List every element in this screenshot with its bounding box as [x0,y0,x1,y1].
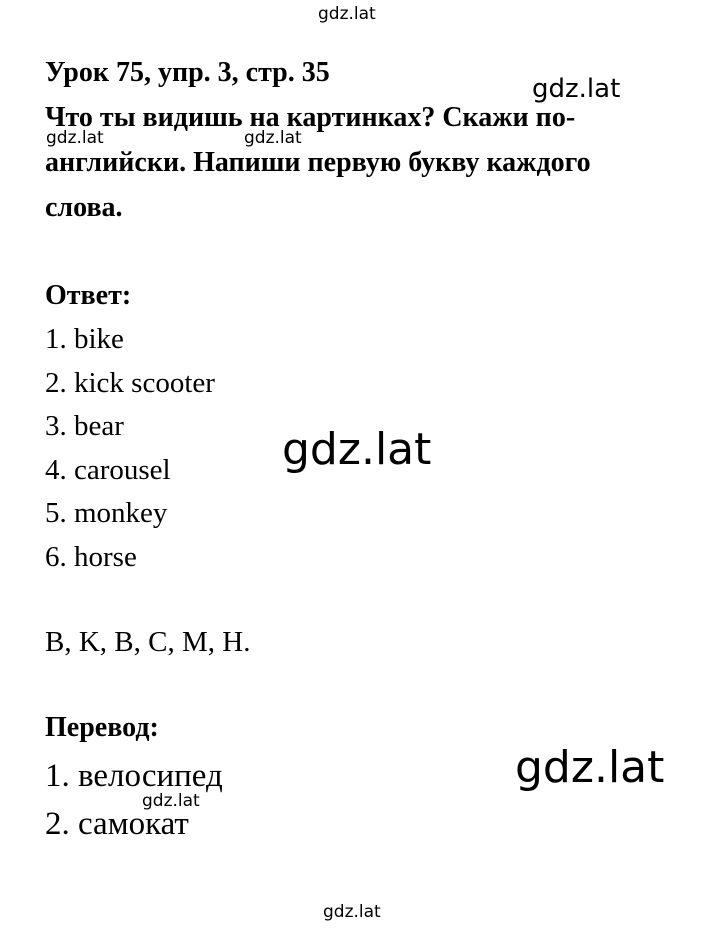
watermark-task-mid: gdz.lat [244,128,302,148]
task-line: слова. [45,192,123,223]
watermark-right: gdz.lat [515,742,665,793]
list-item: 2. kick scooter [45,366,215,399]
list-item: 3. bear [45,410,124,442]
watermark-top: gdz.lat [318,4,376,24]
watermark-task-left: gdz.lat [46,128,104,148]
watermark-translation: gdz.lat [142,791,200,811]
answer-list [45,318,215,579]
list-item: 4. carousel [45,453,171,486]
watermark-bottom: gdz.lat [323,902,381,922]
watermark-center: gdz.lat [282,424,432,475]
answer-label: Ответ: [45,280,132,311]
watermark-heading: gdz.lat [528,76,624,102]
page-title: Урок 75, упр. 3, стр. 35 [45,57,330,88]
task-text [45,95,705,230]
translation-label: Перевод: [45,712,159,743]
list-item: 1. велосипед [45,758,223,794]
task-line: Что ты видишь на картинках? Скажи по- [45,102,576,133]
list-item: 6. horse [45,540,137,573]
first-letters: B, K, B, C, M, H. [45,626,251,658]
list-item: 5. monkey [45,497,168,529]
list-item: 2. самокат [45,806,189,842]
list-item: 1. bike [45,323,124,355]
task-line: английски. Напиши первую букву каждого [45,147,591,178]
